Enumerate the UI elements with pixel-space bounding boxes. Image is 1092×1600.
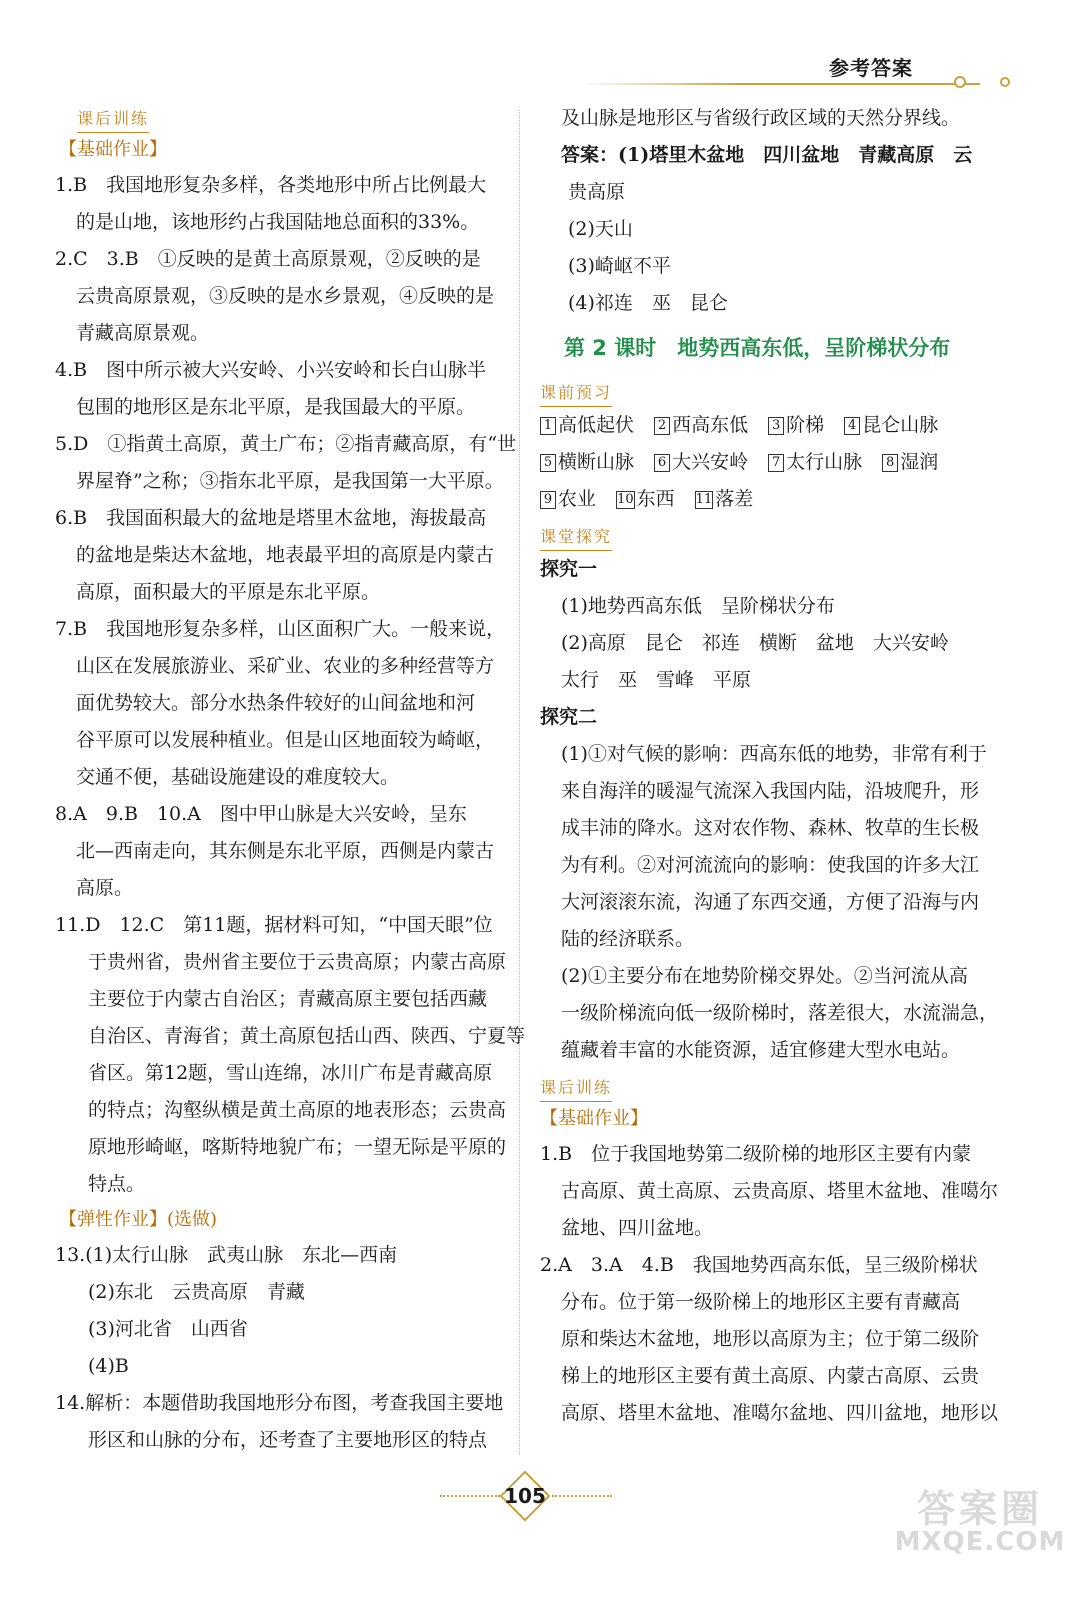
answer-line: 2.A 3.A 4.B 我国地势西高东低，呈三级阶梯状 xyxy=(540,1254,978,1276)
answer-line: 7.B 我国地形复杂多样，山区面积广大。一般来说， xyxy=(55,618,506,640)
explore-heading: 探究二 xyxy=(540,706,598,728)
answer-line: 11.D 12.C 第11题，据材料可知，“中国天眼”位 xyxy=(55,914,493,936)
fill-number: 7 xyxy=(768,454,784,472)
answer-line: 高原。 xyxy=(76,877,134,899)
fill-number: 8 xyxy=(882,454,898,472)
section-tag-class: 课堂探究 xyxy=(540,524,612,551)
answer-line: (1)地势西高东低 呈阶梯状分布 xyxy=(561,595,835,617)
answer-line: 谷平原可以发展种植业。但是山区地面较为崎岖， xyxy=(76,729,495,751)
column-divider xyxy=(519,110,520,1455)
answer-line: 贵高原 xyxy=(568,181,626,203)
answer-line: 原地形崎岖，喀斯特地貌广布；一望无际是平原的 xyxy=(88,1136,507,1158)
answer-line: (4)B xyxy=(88,1355,129,1377)
answer-line: 答案：(1)塔里木盆地 四川盆地 青藏高原 云 xyxy=(561,144,973,166)
fill-answer: 太行山脉 xyxy=(786,451,863,473)
answer-line: 古高原、黄土高原、云贵高原、塔里木盆地、准噶尔 xyxy=(561,1180,999,1202)
answer-line: 高原、塔里木盆地、准噶尔盆地、四川盆地，地形以 xyxy=(561,1402,999,1424)
answer-line: 原和柴达木盆地，地形以高原为主；位于第二级阶 xyxy=(561,1328,980,1350)
answer-line: 的是山地，该地形约占我国陆地总面积的33%。 xyxy=(76,211,480,233)
header-ornament-icon xyxy=(954,76,966,88)
fill-number: 2 xyxy=(654,417,670,435)
fill-row xyxy=(540,407,992,444)
answer-line: 一级阶梯流向低一级阶梯时，落差很大，水流湍急， xyxy=(561,1002,999,1024)
answer-line: (2)东北 云贵高原 青藏 xyxy=(88,1281,305,1303)
left-column xyxy=(55,100,526,1459)
fill-answer: 昆仑山脉 xyxy=(862,414,939,436)
page-number: 105 xyxy=(504,1484,546,1508)
footer-dots-left xyxy=(440,1495,500,1497)
elastic-homework-tag: 【弹性作业】(选做) xyxy=(59,1209,218,1230)
answer-line: (2)①主要分布在地势阶梯交界处。②当河流从高 xyxy=(561,965,968,987)
answer-line: 2.C 3.B ①反映的是黄土高原景观，②反映的是 xyxy=(55,248,481,270)
fill-number: 6 xyxy=(654,454,670,472)
fill-answer: 横断山脉 xyxy=(558,451,635,473)
answer-line: 主要位于内蒙古自治区；青藏高原主要包括西藏 xyxy=(88,988,488,1010)
answer-line: 成丰沛的降水。这对农作物、森林、牧草的生长极 xyxy=(561,817,980,839)
answer-line: 包围的地形区是东北平原，是我国最大的平原。 xyxy=(76,396,476,418)
answer-line: (2)天山 xyxy=(568,218,633,240)
fill-number: 9 xyxy=(540,491,556,509)
answer-line: 青藏高原景观。 xyxy=(76,322,210,344)
header-title: 参考答案 xyxy=(829,56,913,80)
answer-line: 形区和山脉的分布，还考查了主要地形区的特点 xyxy=(88,1429,488,1451)
basic-homework-tag: 【基础作业】 xyxy=(59,139,167,160)
answer-line: 山区在发展旅游业、采矿业、农业的多种经营等方 xyxy=(76,655,495,677)
answer-line: 太行 巫 雪峰 平原 xyxy=(561,669,752,691)
answer-line: 界屋脊”之称；③指东北平原，是我国第一大平原。 xyxy=(76,470,504,492)
section-tag-after-class: 课后训练 xyxy=(77,106,149,133)
answer-line: 大河滚滚东流，沟通了东西交通，方便了沿海与内 xyxy=(561,891,980,913)
fill-number: 11 xyxy=(695,492,713,507)
header-rule xyxy=(580,83,980,85)
basic-homework-tag: 【基础作业】 xyxy=(540,1108,648,1129)
answer-line: (4)祁连 巫 昆仑 xyxy=(568,292,728,314)
lesson-title: 第 2 课时 地势西高东低，呈阶梯状分布 xyxy=(564,336,951,360)
answer-line: 盆地、四川盆地。 xyxy=(561,1217,714,1239)
answer-line: 为有利。②对河流流向的影响：使我国的许多大江 xyxy=(561,854,980,876)
answer-line: 北—西南走向，其东侧是东北平原，西侧是内蒙古 xyxy=(76,840,495,862)
answer-line: 8.A 9.B 10.A 图中甲山脉是大兴安岭，呈东 xyxy=(55,803,467,825)
section-tag-after-class: 课后训练 xyxy=(540,1075,612,1102)
fill-answer: 农业 xyxy=(558,488,597,510)
answer-line: 14.解析：本题借助我国地形分布图，考查我国主要地 xyxy=(55,1392,504,1414)
answer-line: 的特点；沟壑纵横是黄土高原的地表形态；云贵高 xyxy=(88,1099,507,1121)
fill-answer: 落差 xyxy=(715,488,754,510)
answer-line: 13.(1)太行山脉 武夷山脉 东北—西南 xyxy=(55,1244,398,1266)
fill-number: 4 xyxy=(844,417,860,435)
answer-line: 的盆地是柴达木盆地，地表最平坦的高原是内蒙古 xyxy=(76,544,495,566)
right-column xyxy=(540,100,999,1432)
answer-line: (3)河北省 山西省 xyxy=(88,1318,248,1340)
watermark xyxy=(890,1478,1070,1557)
answer-line: 特点。 xyxy=(88,1173,146,1195)
answer-line: 自治区、青海省；黄土高原包括山西、陕西、宁夏等 xyxy=(88,1025,526,1047)
answer-line: 高原，面积最大的平原是东北平原。 xyxy=(76,581,381,603)
watermark-url: MXQE.COM xyxy=(894,1527,1066,1557)
answer-line: 陆的经济联系。 xyxy=(561,928,695,950)
answer-line: 云贵高原景观，③反映的是水乡景观，④反映的是 xyxy=(76,285,495,307)
answer-line: 省区。第12题，雪山连绵，冰川广布是青藏高原 xyxy=(88,1062,493,1084)
fill-row xyxy=(540,481,992,518)
answer-line: 及山脉是地形区与省级行政区域的天然分界线。 xyxy=(561,107,961,129)
answer-line: 于贵州省，贵州省主要位于云贵高原；内蒙古高原 xyxy=(88,951,507,973)
fill-row xyxy=(540,444,992,481)
answer-line: 面优势较大。部分水热条件较好的山间盆地和河 xyxy=(76,692,476,714)
answer-line: 1.B 位于我国地势第二级阶梯的地形区主要有内蒙 xyxy=(540,1143,972,1165)
answer-line: 来自海洋的暖湿气流深入我国内陆，沿坡爬升，形 xyxy=(561,780,980,802)
watermark-logo: 答案圈 xyxy=(916,1487,1043,1531)
answer-line: 蕴藏着丰富的水能资源，适宜修建大型水电站。 xyxy=(561,1039,961,1061)
fill-number: 1 xyxy=(540,417,556,435)
answer-line: 5.D ①指黄土高原，黄土广布；②指青藏高原，有“世 xyxy=(55,433,517,455)
answer-line: (3)崎岖不平 xyxy=(568,255,671,277)
answer-line: (2)高原 昆仑 祁连 横断 盆地 大兴安岭 xyxy=(561,632,949,654)
fill-number: 3 xyxy=(768,417,784,435)
fill-number: 5 xyxy=(540,454,556,472)
fill-answer: 高低起伏 xyxy=(558,414,635,436)
explore-heading: 探究一 xyxy=(540,558,598,580)
answer-line: 4.B 图中所示被大兴安岭、小兴安岭和长白山脉半 xyxy=(55,359,487,381)
footer-dots-right xyxy=(552,1495,612,1497)
fill-answer: 西高东低 xyxy=(672,414,749,436)
answer-line: 交通不便，基础设施建设的难度较大。 xyxy=(76,766,400,788)
fill-answer: 阶梯 xyxy=(786,414,825,436)
header-ornament-icon xyxy=(1000,77,1010,87)
section-tag-preview: 课前预习 xyxy=(540,380,612,407)
fill-number: 10 xyxy=(617,492,634,507)
answer-line: 梯上的地形区主要有黄土高原、内蒙古高原、云贵 xyxy=(561,1365,980,1387)
answer-line: 分布。位于第一级阶梯上的地形区主要有青藏高 xyxy=(561,1291,961,1313)
fill-answer: 东西 xyxy=(636,488,675,510)
answer-line: 6.B 我国面积最大的盆地是塔里木盆地，海拔最高 xyxy=(55,507,487,529)
fill-answer: 大兴安岭 xyxy=(672,451,749,473)
fill-answer: 湿润 xyxy=(900,451,939,473)
answer-line: (1)①对气候的影响：西高东低的地势，非常有利于 xyxy=(561,743,987,765)
answer-line: 1.B 我国地形复杂多样，各类地形中所占比例最大 xyxy=(55,174,487,196)
